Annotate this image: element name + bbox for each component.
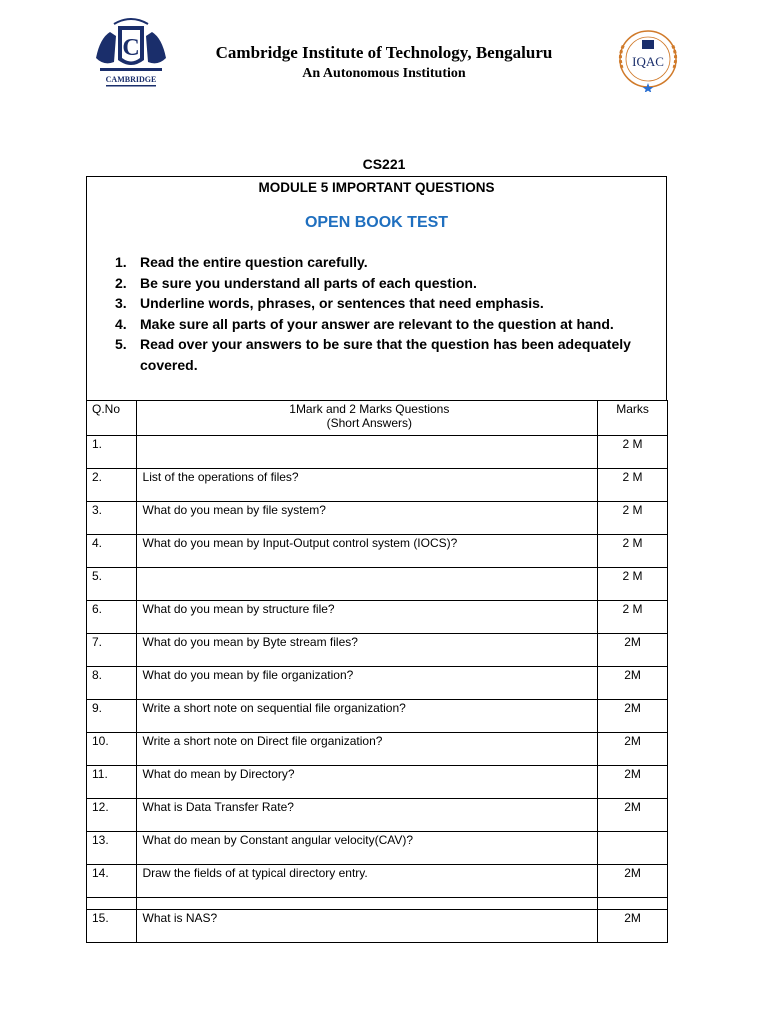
module-title: MODULE 5 IMPORTANT QUESTIONS (258, 180, 495, 195)
iqac-logo (612, 28, 684, 92)
header-marks: Marks (598, 401, 668, 436)
table-row: 6. What do you mean by structure file? 2 M (87, 601, 668, 634)
instruction-item: 1. Read the entire question carefully. (115, 254, 368, 270)
svg-text:CAMBRIDGE: CAMBRIDGE (105, 75, 157, 84)
table-spacer-row (87, 898, 668, 910)
instruction-item: 5. Read over your answers to be sure that the question has been adequately covered. (115, 336, 631, 373)
table-row: 11. What do mean by Directory? 2M (87, 766, 668, 799)
instruction-item: 3. Underline words, phrases, or sentences that need emphasis. (115, 295, 544, 311)
table-row: 14. Draw the fields of at typical directory entry. 2M (87, 865, 668, 898)
svg-text:IQAC: IQAC (632, 54, 664, 69)
svg-text:C: C (122, 35, 140, 61)
table-row: 7. What do you mean by Byte stream files? 2M (87, 634, 668, 667)
header-qno: Q.No (87, 401, 137, 436)
test-type-title: OPEN BOOK TEST (304, 214, 449, 231)
questions-table (86, 400, 668, 943)
table-header-row (87, 401, 668, 436)
table-row: 10. Write a short note on Direct file organization? 2M (87, 733, 668, 766)
instructions-list (115, 252, 645, 375)
table-row: 2. List of the operations of files? 2 M (87, 469, 668, 502)
header-question: 1Mark and 2 Marks Questions (Short Answers) (136, 401, 598, 436)
table-row: 1. 2 M (87, 436, 668, 469)
table-row: 3. What do you mean by file system? 2 M (87, 502, 668, 535)
table-row: 5. 2 M (87, 568, 668, 601)
instruction-item: 2. Be sure you understand all parts of each question. (115, 274, 477, 291)
table-row: 8. What do you mean by file organization? 2M (87, 667, 668, 700)
table-row: 9. Write a short note on sequential file organization? 2M (87, 700, 668, 733)
institution-subtitle: An Autonomous Institution (302, 66, 466, 81)
table-row: 13. What do mean by Constant angular velocity(CAV)? (87, 832, 668, 865)
instruction-item: 4. Make sure all parts of your answer are relevant to the question at hand. (115, 315, 614, 332)
instructions-box (86, 176, 667, 400)
institution-name: Cambridge Institute of Technology, Bengaluru (215, 43, 553, 62)
table-row: 4. What do you mean by Input-Output control system (IOCS)? 2 M (87, 535, 668, 568)
page-header (0, 0, 768, 110)
table-row: 12. What is Data Transfer Rate? 2M (87, 799, 668, 832)
course-code: CS221 (362, 156, 406, 172)
table-row: 15. What is NAS? 2M (87, 910, 668, 943)
